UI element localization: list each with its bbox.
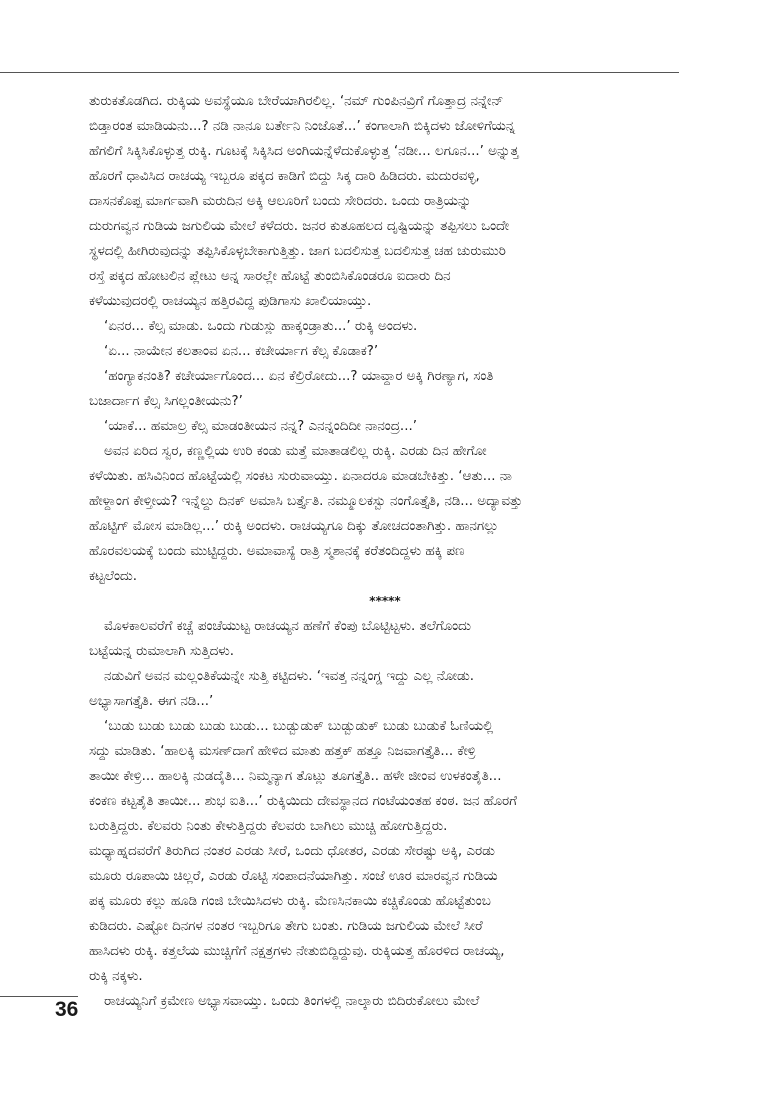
text-line: ‘ಹಂಗ್ಯಾಕನಂತಿ? ಕಚೇರ್ಯಾಗೊಂದ... ಏನ ಕೆಲ್ರಿರೋದು...? ಯಾವ್ದಾರ ಅಕ್ಕಿ ಗಿರಣ್ಯಾಗ, ಸಂತಿ: [104, 369, 494, 384]
page-number: 36: [55, 998, 79, 1021]
text-line: ದಾಸನಕೊಪ್ಪ ಮಾರ್ಗವಾಗಿ ಮರುದಿನ ಅಕ್ಕಿ ಆಲೂರಿಗೆ ಬಂದು ಸೇರಿದರು. ಒಂದು ರಾತ್ರಿಯನ್ನು: [89, 194, 472, 209]
text-line: ಕುಡಿದರು. ಎಷ್ಟೋ ದಿನಗಳ ನಂತರ ಇಬ್ಬರಿಗೂ ತೇಗು ಬಂತು. ಗುಡಿಯ ಜಗುಲಿಯ ಮೇಲೆ ಸೀರೆ: [89, 919, 483, 934]
text-line: ಅವನ ಏರಿದ ಸ್ವರ, ಕಣ್ಣಲ್ಲಿಯ ಉರಿ ಕಂಡು ಮತ್ತೆ ಮಾತಾಡಲಿಲ್ಲ ರುಕ್ಕಿ. ಎರಡು ದಿನ ಹೇಗೋ: [104, 444, 487, 459]
text-line: ‘ಏ... ನಾಯೇನ ಕಲತಾಂವ ಏನ... ಕಚೇರ್ಯಾಗ ಕೆಲ್ಸ ಕೊಡಾಕ?’: [104, 344, 379, 359]
text-line: ಸದ್ದು ಮಾಡಿತು. ‘ಹಾಲಕ್ಕಿ ಮಸಣ್‌ದಾಗೆ ಹೇಳಿದ ಮಾತು ಹತ್ತಕ್ ಹತ್ತೂ ನಿಜವಾಗತ್ತೈತಿ... ಕೇಳ್ರಿ: [89, 744, 476, 759]
text-line: ಹೊರಗೆ ಧಾವಿಸಿದ ರಾಚಯ್ಯ ಇಬ್ಬರೂ ಪಕ್ಕದ ಕಾಡಿಗೆ ಬಿದ್ದು ಸಿಕ್ಕ ದಾರಿ ಹಿಡಿದರು. ಮದುರವಳ್ಳಿ,: [89, 169, 480, 184]
header-rule: [0, 72, 679, 73]
section-separator: *****: [369, 594, 401, 608]
footer-rule: [0, 996, 78, 997]
page-body-text: [89, 89, 681, 1014]
text-line: ತುರುಕತೊಡಗಿದ. ರುಕ್ಕಿಯ ಅವಸ್ಥೆಯೂ ಬೇರೆಯಾಗಿರಲಿಲ್ಲ. ‘ನಮ್ ಗುಂಪಿನವ್ರಿಗೆ ಗೊತ್ತಾದ್ರ ನನ್ನೇನ್: [89, 94, 504, 109]
text-line: ಪಕ್ಕ ಮೂರು ಕಲ್ಲು ಹೂಡಿ ಗಂಜಿ ಬೇಯಿಸಿದಳು ರುಕ್ಕಿ. ಮೆಣಸಿನಕಾಯಿ ಕಚ್ಚಿಕೊಂಡು ಹೊಟ್ಟೆತುಂಬ: [89, 894, 491, 909]
text-line: ಬಜಾರ್ದಾಗ ಕೆಲ್ಸ ಸಿಗಲ್ಲಂತೀಯನು?’: [89, 394, 243, 409]
text-line: ಸ್ಥಳದಲ್ಲಿ ಹೀಗಿರುವುದನ್ನು ತಪ್ಪಿಸಿಕೊಳ್ಳಬೇಕಾಗುತ್ತಿತ್ತು. ಜಾಗ ಬದಲಿಸುತ್ತ ಬದಲಿಸುತ್ತ ಚಹ ಚುರುಮುರಿ: [89, 244, 506, 259]
text-line: ಕಟ್ಟಲೆಂದು.: [89, 569, 138, 584]
text-line: ತಾಯೀ ಕೇಳ್ರಿ... ಹಾಲಕ್ಕಿ ನುಡದೈತಿ... ನಿಮ್ಮನ್ಯಾಗ ತೊಟ್ಲು ತೂಗತ್ತೈತಿ.. ಹಳೇ ಜೀಂವ ಉಳಕಂತೈತಿ...: [89, 769, 502, 784]
text-line: ಹೇಳ್ದಾಂಗ ಕೇಳ್ತೀಯ? ಇನ್ನೆಲ್ದು ದಿನಕ್ ಅಮಾಸಿ ಬರ್ತ್ತೈತಿ. ನಮ್ಮೂಲಕಸ್ಬು ನಂಗೊತ್ತೈತಿ, ನಡಿ... ಅದ್ಯಾವತ್ತು: [89, 494, 523, 509]
text-line: ‘ಏನರ... ಕೆಲ್ಸ ಮಾಡು. ಒಂದು ಗುಡುಸ್ಲು ಹಾಕ್ಕಂಡ್ರಾತು...’ ರುಕ್ಕಿ ಅಂದಳು.: [104, 319, 418, 334]
text-line: ಬರುತ್ತಿದ್ದರು. ಕೆಲವರು ನಿಂತು ಕೇಳುತ್ತಿದ್ದರು ಕೆಲವರು ಬಾಗಿಲು ಮುಚ್ಚಿ ಹೋಗುತ್ತಿದ್ದರು.: [89, 819, 448, 834]
text-line: ಮಧ್ಯಾಹ್ನದವರೆಗೆ ತಿರುಗಿದ ನಂತರ ಎರಡು ಸೀರೆ, ಒಂದು ಧೋತರ, ಎರಡು ಸೇರಷ್ಟು ಅಕ್ಕಿ, ಎರಡು: [89, 844, 495, 859]
text-line: ಹೊಟ್ಟಿಗ್ ಮೋಸ ಮಾಡಿಲ್ಲ...’ ರುಕ್ಕಿ ಅಂದಳು. ರಾಚಯ್ಯಗೂ ದಿಕ್ಕು ತೋಚದಂತಾಗಿತ್ತು. ಹಾನಗಲ್ಲು: [89, 519, 499, 534]
text-line: ಬಿಡ್ತಾರಂತ ಮಾಡಿಯನು...? ನಡಿ ನಾನೂ ಬರ್ತೇನಿ ನಿಂಜೊತೆ...’ ಕಂಗಾಲಾಗಿ ಬಿಕ್ಕಿದಳು ಜೋಳಿಗೆಯನ್ನ: [89, 119, 516, 134]
text-line: ರಾಚಯ್ಯನಿಗೆ ಕ್ರಮೇಣ ಅಭ್ಯಾಸವಾಯ್ತು. ಒಂದು ತಿಂಗಳಲ್ಲಿ ನಾಲ್ಕಾರು ಬಿದಿರುಕೋಲು ಮೇಲೆ: [104, 994, 480, 1009]
text-line: ಹಾಸಿದಳು ರುಕ್ಕಿ. ಕತ್ತಲೆಯ ಮುಚ್ಚಿಗೆಗೆ ನಕ್ಷತ್ರಗಳು ನೇತುಬಿದ್ದಿದ್ದುವು. ರುಕ್ಕಿಯತ್ತ ಹೊರಳಿದ ರಾಚಯ್ಯ,: [89, 944, 505, 959]
text-line: ಕಂಕಣ ಕಟ್ಟತೈತಿ ತಾಯೀ... ಶುಭ ಐತಿ...’ ರುಕ್ಕಿಯಿದು ದೇವಸ್ಥಾನದ ಗಂಟೆಯಂತಹ ಕಂಠ. ಜನ ಹೊರಗೆ: [89, 794, 517, 809]
text-line: ಹೆಗಲಿಗೆ ಸಿಕ್ಕಿಸಿಕೊಳ್ಳುತ್ತ ರುಕ್ಕಿ. ಗೂಟಕ್ಕೆ ಸಿಕ್ಕಿಸಿದ ಅಂಗಿಯನ್ನೆಳೆದುಕೊಳ್ಳುತ್ತ ‘ನಡೀ... ಲಗೂನ...’ ಅನ್ನುತ್ತ: [89, 144, 519, 159]
text-line: ಕಳೆಯುವುದರಲ್ಲಿ ರಾಚಯ್ಯನ ಹತ್ತಿರವಿದ್ದ ಪುಡಿಗಾಸು ಖಾಲಿಯಾಯ್ತು.: [89, 294, 372, 309]
text-line: ‘ಬುಡು ಬುಡು ಬುಡು ಬುಡು ಬುಡು... ಬುಡ್ಬುಡುಕ್ ಬುಡ್ಬುಡುಕ್ ಬುಡು ಬುಡುಕೆ ಓಣಿಯಲ್ಲಿ: [104, 719, 494, 734]
text-line: ದುರುಗವ್ವನ ಗುಡಿಯ ಜಗುಲಿಯ ಮೇಲೆ ಕಳೆದರು. ಜನರ ಕುತೂಹಲದ ದೃಷ್ಟಿಯನ್ನು ತಪ್ಪಿಸಲು ಒಂದೇ: [89, 219, 510, 234]
text-line: ಮೊಳಕಾಲವರೆಗೆ ಕಚ್ಚೆ ಪಂಚೆಯುಟ್ಟ ರಾಚಯ್ಯನ ಹಣೆಗೆ ಕೆಂಪು ಬೊಟ್ಟಿಟ್ಟಳು. ತಲೆಗೊಂದು: [104, 619, 471, 634]
text-line: ಕಳೆಯಿತು. ಹಸಿವಿನಿಂದ ಹೊಟ್ಟೆಯಲ್ಲಿ ಸಂಕಟ ಸುರುವಾಯ್ತು. ಏನಾದರೂ ಮಾಡಬೇಕಿತ್ತು. ‘ಆತು... ನಾ: [89, 469, 512, 484]
text-line: ರಸ್ತೆ ಪಕ್ಕದ ಹೋಟಲಿನ ಪ್ಲೇಟು ಅನ್ನ ಸಾರಲ್ಲೇ ಹೊಟ್ಟೆ ತುಂಬಿಸಿಕೊಂಡರೂ ಐದಾರು ದಿನ: [89, 269, 451, 284]
text-line: ‘ಯಾಕೆ... ಹಮಾಲ್ರ ಕೆಲ್ಸ ಮಾಡಂತೀಯನ ನನ್ನ? ಎನನ್ನಂದಿದೀ ನಾನಂದ್ರ...’: [104, 419, 417, 434]
text-line: ರುಕ್ಕಿ ನಕ್ಕಳು.: [89, 969, 143, 984]
text-line: ಮೂರು ರೂಪಾಯಿ ಚಿಲ್ಲರೆ, ಎರಡು ರೊಟ್ಟಿ ಸಂಪಾದನೆಯಾಗಿತ್ತು. ಸಂಜೆ ಊರ ಮಾರವ್ವನ ಗುಡಿಯ: [89, 869, 498, 884]
text-line: ಹೊರವಲಯಕ್ಕೆ ಬಂದು ಮುಟ್ಟಿದ್ದರು. ಅಮಾವಾಸ್ಯೆ ರಾತ್ರಿ ಸ್ಮಶಾನಕ್ಕೆ ಕರೆತಂದಿದ್ದಳು ಹಕ್ಕಿ ಪಣ: [89, 544, 465, 559]
text-line: ನಡುವಿಗೆ ಅವನ ಮಲ್ಲಂತಿಕೆಯನ್ನೇ ಸುತ್ತಿ ಕಟ್ಟಿದಳು. ‘ಇವತ್ತ ನನ್ನಂಗ್ಡ ಇದ್ದು ಎಲ್ಲ ನೋಡು.: [104, 669, 475, 684]
text-line: ಬಟ್ಟೆಯನ್ನ ರುಮಾಲಾಗಿ ಸುತ್ತಿದಳು.: [89, 644, 235, 659]
text-line: ಅಭ್ಯಾಸಾಗತ್ತೈತಿ. ಈಗ ನಡಿ...’: [89, 694, 214, 709]
